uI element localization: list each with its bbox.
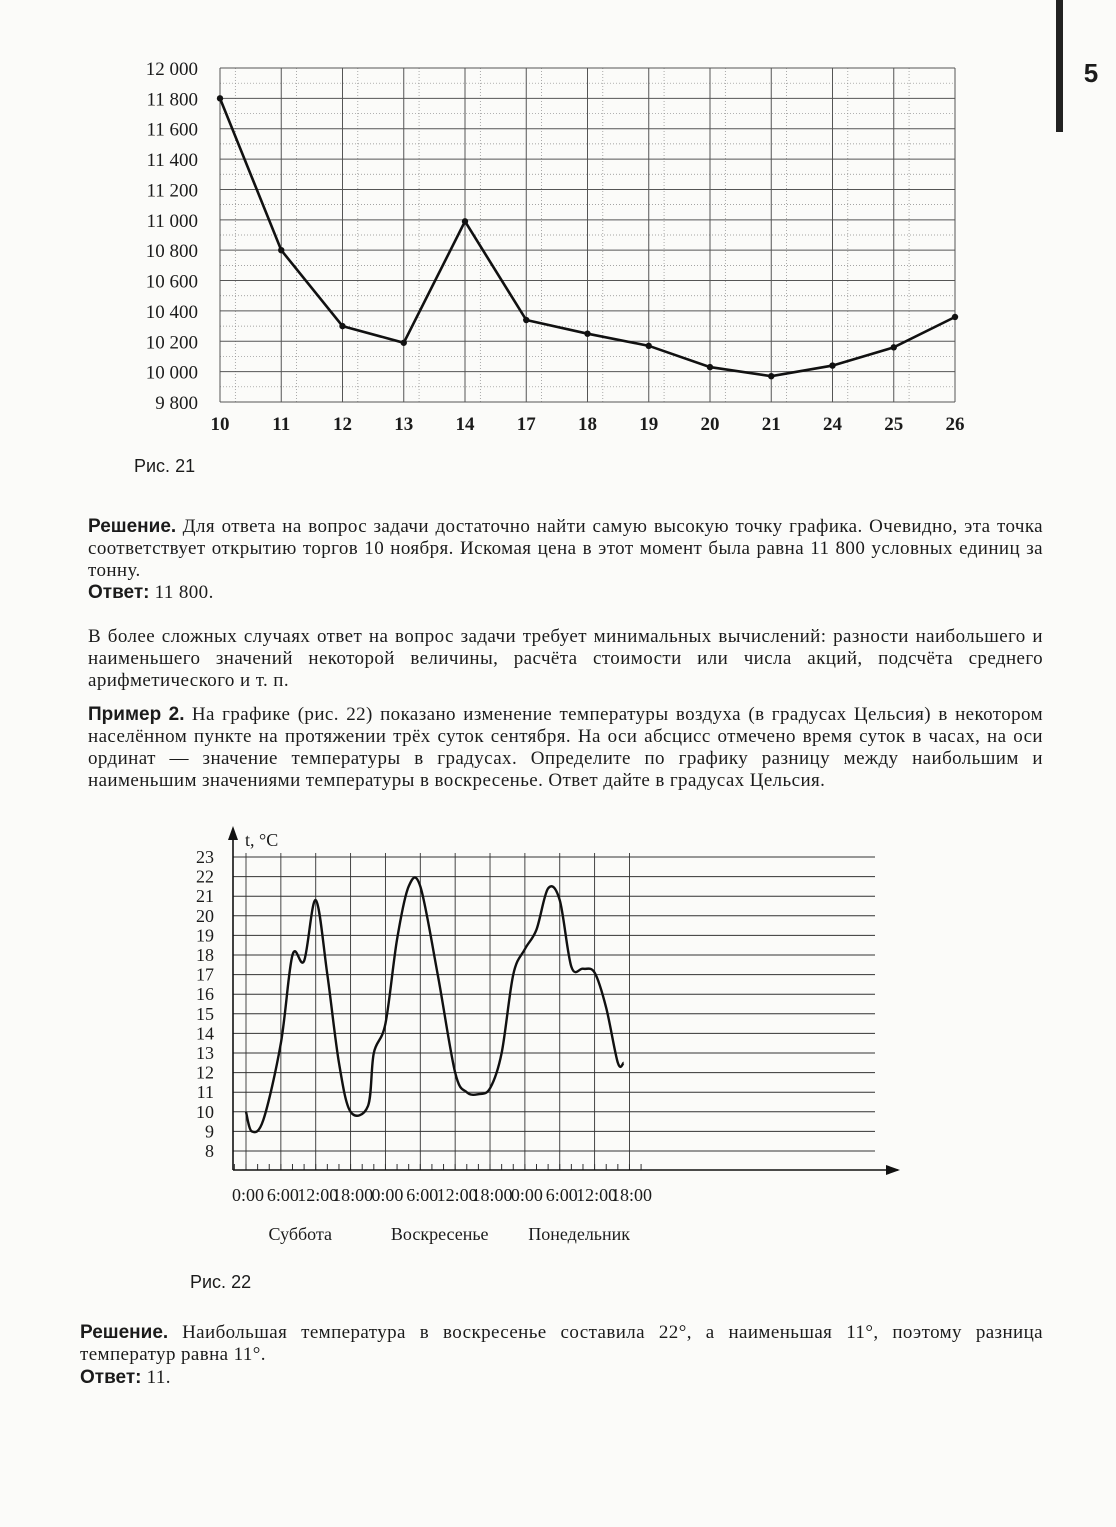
example-2-text: На графике (рис. 22) показано изменение температуры воздуха (в градусах Цельсия) в некотором населённом пункте на протяжении трёх суток сентября. На оси абсцисс отмечено время суток в часах, на оси ординат — значение температуры в градусах. Определите по графику разницу между наибольшим и наименьшим значениями температуры в воскресенье. Ответ дайте в градусах Цельсия. (88, 704, 1044, 791)
x-tick-label: 26 (945, 414, 965, 435)
y-tick-label: 10 200 (145, 332, 198, 354)
x-tick-label: 13 (394, 414, 414, 435)
solution-2-paragraph (80, 1322, 1043, 1366)
x-tick-label: 6:00 (266, 1185, 299, 1205)
day-label: Понедельник (528, 1224, 631, 1244)
y-tick-label: 19 (196, 925, 214, 946)
y-tick-label: 18 (196, 945, 214, 965)
solution-2-label: Решение. (80, 1322, 169, 1343)
y-tick-label: 11 200 (146, 180, 198, 202)
answer-1-label: Ответ: (88, 582, 150, 603)
answer-2-paragraph (80, 1367, 1035, 1389)
x-tick-label: 20 (700, 414, 720, 435)
x-tick-label: 17 (516, 414, 536, 435)
solution-1-label: Решение. (88, 516, 177, 537)
y-tick-label: 21 (196, 886, 214, 907)
x-tick-label: 0:00 (231, 1185, 265, 1205)
y-tick-label: 8 (205, 1141, 214, 1161)
answer-1-text: 11 800. (149, 582, 214, 603)
y-tick-label: 10 600 (145, 271, 198, 293)
x-tick-label: 12:00 (576, 1185, 618, 1205)
page-number: 5 (1083, 58, 1099, 88)
y-tick-label: 20 (196, 905, 214, 926)
y-tick-label: 11 000 (146, 210, 198, 232)
x-tick-label: 0:00 (371, 1185, 404, 1205)
y-tick-label: 17 (196, 964, 214, 985)
y-tick-label: 10 000 (145, 362, 198, 384)
y-tick-label: 10 400 (145, 301, 198, 323)
x-tick-label: 18:00 (610, 1185, 652, 1205)
x-tick-label: 19 (639, 414, 659, 435)
x-tick-label: 12:00 (436, 1185, 478, 1205)
day-label: Суббота (268, 1224, 333, 1244)
x-tick-label: 0:00 (510, 1185, 543, 1205)
x-tick-label: 25 (884, 414, 904, 435)
solution-2-text: Наибольшая температура в воскресенье составила 22°, а наименьшая 11°, поэтому разница температур равна 11°. (80, 1322, 1043, 1365)
y-tick-label: 9 800 (155, 393, 198, 414)
complex-cases-paragraph: В более сложных случаях ответ на вопрос задачи требует минимальных вычислений: разности наибольшего и наименьшего значений некоторой величины, расчёта стоимости или числа акций, подсчёта среднего арифметического и т. п. (88, 626, 1043, 691)
y-tick-label: 12 (196, 1062, 214, 1083)
y-tick-label: 11 600 (146, 119, 198, 141)
x-tick-label: 24 (823, 414, 842, 435)
x-tick-label: 10 (210, 414, 230, 435)
x-tick-label: 18:00 (471, 1185, 513, 1205)
solution-1-text: Для ответа на вопрос задачи достаточно найти самую высокую точку графика. Очевидно, эта точка соответствует открытию торгов 10 ноября. Искомая цена в этот момент была равна 11 800 условных единиц за тонну. (88, 516, 1043, 581)
y-axis-label: t, °C (245, 830, 279, 850)
y-tick-label: 11 (196, 1082, 214, 1103)
y-tick-label: 12 000 (145, 59, 198, 80)
x-tick-label: 12 (333, 414, 352, 435)
y-tick-label: 15 (196, 1003, 214, 1024)
figure-21-caption: Рис. 21 (134, 456, 196, 476)
y-tick-label: 14 (196, 1023, 214, 1044)
y-tick-label: 23 (196, 847, 214, 867)
day-label: Воскресенье (390, 1224, 489, 1244)
y-tick-label: 9 (205, 1121, 214, 1142)
x-tick-label: 18:00 (332, 1185, 374, 1205)
y-tick-label: 10 800 (145, 241, 198, 263)
x-axis-arrow (886, 1165, 900, 1175)
x-tick-label: 11 (272, 414, 291, 435)
x-tick-label: 18 (578, 414, 597, 435)
x-tick-label: 12:00 (297, 1185, 339, 1205)
y-tick-label: 13 (196, 1043, 214, 1063)
y-axis-arrow (228, 826, 238, 840)
y-tick-label: 10 (196, 1101, 214, 1122)
answer-2-label: Ответ: (80, 1367, 142, 1388)
y-tick-label: 22 (196, 866, 214, 887)
x-tick-label: 6:00 (406, 1185, 439, 1205)
x-tick-label: 14 (455, 414, 475, 435)
y-tick-label: 16 (196, 984, 214, 1005)
y-tick-label: 11 400 (146, 150, 198, 172)
y-tick-label: 11 800 (146, 89, 198, 111)
figure-22-caption: Рис. 22 (190, 1272, 252, 1292)
answer-2-text: 11. (141, 1367, 171, 1388)
x-tick-label: 6:00 (545, 1185, 578, 1205)
x-tick-label: 21 (761, 414, 781, 435)
example-2-label: Пример 2. (88, 704, 185, 725)
